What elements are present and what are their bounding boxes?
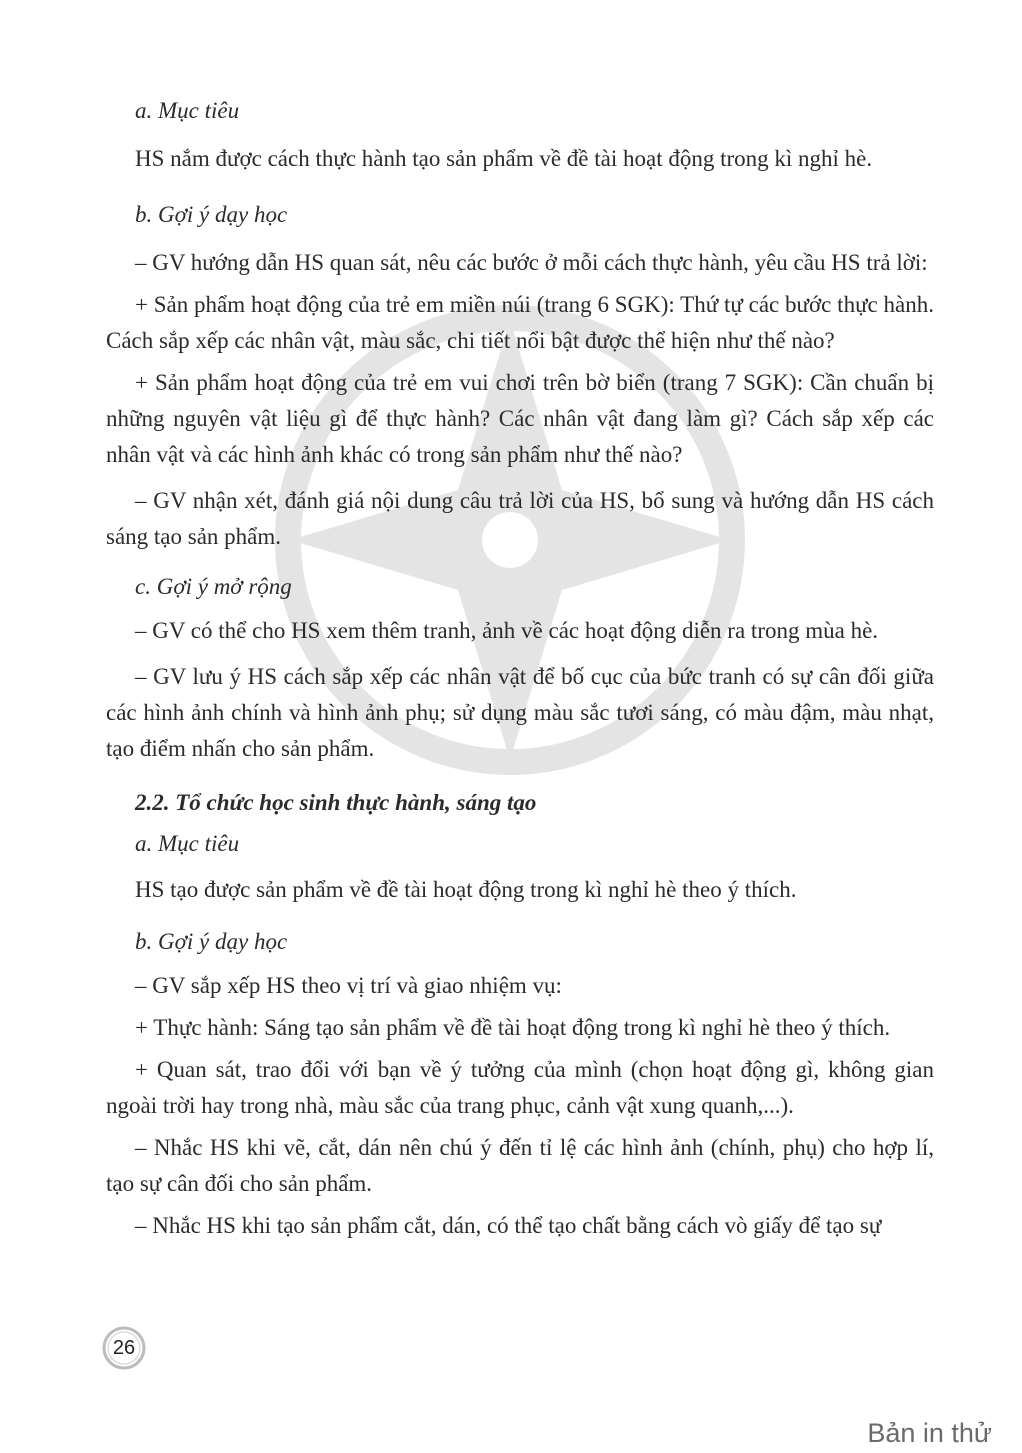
page-number-badge <box>101 1325 147 1371</box>
section-heading: 2.2. Tổ chức học sinh thực hành, sáng tạo <box>135 790 537 815</box>
subheading-objective: a. Mục tiêu <box>135 98 240 123</box>
paragraph: + Sản phẩm hoạt động của trẻ em miền núi (trang 6 SGK): Thứ tự các bước thực hành. Cách sắp xếp các nhân vật, màu sắc, chi tiết nổi bật được thể hiện như thế nào? <box>106 292 934 353</box>
subheading-teaching-tips: b. Gợi ý dạy học <box>135 929 288 954</box>
paragraph: – GV hướng dẫn HS quan sát, nêu các bước ở mỗi cách thực hành, yêu cầu HS trả lời: <box>135 250 928 275</box>
page-number: 26 <box>112 1337 136 1359</box>
paragraph: + Thực hành: Sáng tạo sản phẩm về đề tài hoạt động trong kì nghỉ hè theo ý thích. <box>135 1015 891 1040</box>
paragraph: – GV nhận xét, đánh giá nội dung câu trả lời của HS, bổ sung và hướng dẫn HS cách sáng tạo sản phẩm. <box>106 488 934 549</box>
paragraph: – GV sắp xếp HS theo vị trí và giao nhiệm vụ: <box>135 973 562 998</box>
page-body <box>106 93 934 1244</box>
paragraph: – Nhắc HS khi vẽ, cắt, dán nên chú ý đến tỉ lệ các hình ảnh (chính, phụ) cho hợp lí, tạo sự cân đối cho sản phẩm. <box>106 1135 934 1196</box>
paragraph: – GV có thể cho HS xem thêm tranh, ảnh về các hoạt động diễn ra trong mùa hè. <box>135 618 879 643</box>
paragraph: – Nhắc HS khi tạo sản phẩm cắt, dán, có thể tạo chất bằng cách vò giấy để tạo sự <box>135 1213 882 1238</box>
draft-label: Bản in thử <box>867 1418 992 1448</box>
paragraph: + Sản phẩm hoạt động của trẻ em vui chơi trên bờ biển (trang 7 SGK): Cần chuẩn bị những nguyên vật liệu gì để thực hành? Các nhân vật đang làm gì? Cách sắp xếp các nhân vật và các hình ảnh khác có trong sản phẩm như thế nào? <box>106 370 934 467</box>
subheading-teaching-tips: b. Gợi ý dạy học <box>135 202 288 227</box>
subheading-objective: a. Mục tiêu <box>135 831 240 856</box>
subheading-extension: c. Gợi ý mở rộng <box>135 574 292 599</box>
paragraph: HS tạo được sản phẩm về đề tài hoạt động trong kì nghỉ hè theo ý thích. <box>135 877 797 902</box>
paragraph: – GV lưu ý HS cách sắp xếp các nhân vật để bố cục của bức tranh có sự cân đối giữa các hình ảnh chính và hình ảnh phụ; sử dụng màu sắc tươi sáng, có màu đậm, màu nhạt, tạo điểm nhấn cho sản phẩm. <box>106 664 934 761</box>
paragraph: + Quan sát, trao đổi với bạn về ý tưởng của mình (chọn hoạt động gì, không gian ngoài trời hay trong nhà, màu sắc của trang phục, cảnh vật xung quanh,...). <box>106 1057 934 1118</box>
paragraph: HS nắm được cách thực hành tạo sản phẩm về đề tài hoạt động trong kì nghỉ hè. <box>135 146 873 171</box>
